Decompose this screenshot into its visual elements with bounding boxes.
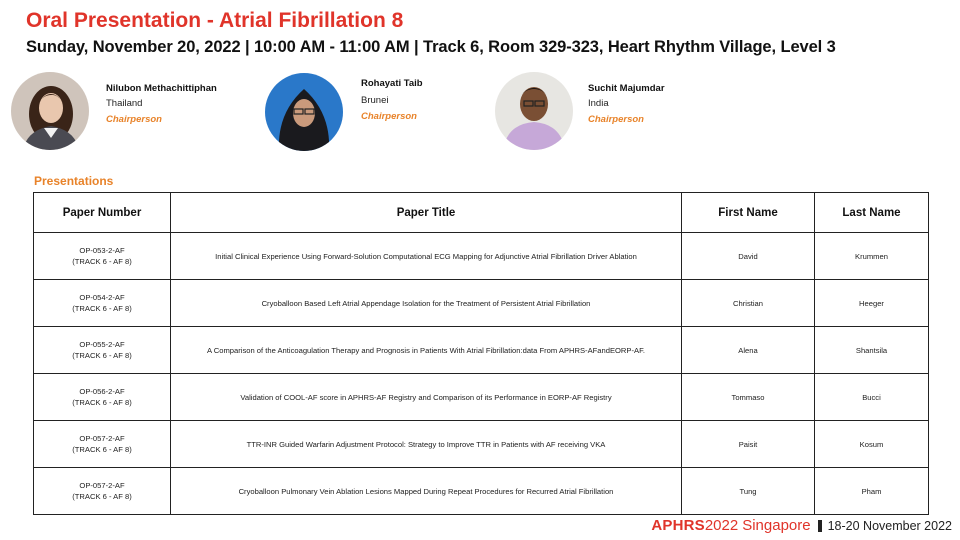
first-name: David [682,233,815,280]
chairperson-photo-2 [265,73,343,151]
paper-title: TTR-INR Guided Warfarin Adjustment Protocol: Strategy to Improve TTR in Patients with AF receiving VKA [171,421,682,468]
chairperson-role: Chairperson [588,114,644,125]
paper-track: (TRACK 6 - AF 8) [72,398,132,407]
footer-divider [818,520,822,532]
first-name: Christian [682,280,815,327]
conference-footer [651,517,952,534]
paper-number-cell [34,374,171,421]
last-name: Heeger [815,280,929,327]
conference-brand: APHRS [651,517,705,534]
paper-title: Validation of COOL-AF score in APHRS-AF Registry and Comparison of its Performance in EORP-AF Registry [171,374,682,421]
first-name: Tung [682,468,815,515]
first-name: Alena [682,327,815,374]
paper-track: (TRACK 6 - AF 8) [72,257,132,266]
column-header-paper-title: Paper Title [171,193,682,233]
chairperson-photo-1 [11,72,89,150]
paper-number-cell [34,327,171,374]
paper-title: Initial Clinical Experience Using Forward-Solution Computational ECG Mapping for Adjunctive Atrial Fibrillation Driver Ablation [171,233,682,280]
paper-number-cell [34,468,171,515]
chairperson-photo-3 [495,72,573,150]
paper-number: OP-056-2-AF [79,387,125,396]
chairperson-name: Nilubon Methachittiphan [106,83,217,94]
paper-number: OP-055-2-AF [79,340,125,349]
chairperson-role: Chairperson [106,114,162,125]
chairperson-country: India [588,98,609,109]
presentations-table [33,192,929,515]
first-name: Tommaso [682,374,815,421]
last-name: Bucci [815,374,929,421]
presentations-heading: Presentations [34,174,114,188]
table-row [34,233,929,280]
table-row [34,468,929,515]
column-header-first-name: First Name [682,193,815,233]
conference-city: Singapore [742,517,811,534]
table-row [34,280,929,327]
paper-title: Cryoballoon Based Left Atrial Appendage Isolation for the Treatment of Persistent Atrial Fibrillation [171,280,682,327]
paper-track: (TRACK 6 - AF 8) [72,351,132,360]
conference-year: 2022 [704,517,739,534]
paper-track: (TRACK 6 - AF 8) [72,304,132,313]
paper-number: OP-053-2-AF [79,246,125,255]
paper-number-cell [34,233,171,280]
table-header-row [34,193,929,233]
page-title: Oral Presentation - Atrial Fibrillation 8 [26,9,404,32]
chairperson-name: Rohayati Taib [361,78,423,89]
chairperson-country: Brunei [361,95,389,106]
last-name: Pham [815,468,929,515]
last-name: Shantsila [815,327,929,374]
paper-track: (TRACK 6 - AF 8) [72,445,132,454]
paper-title: A Comparison of the Anticoagulation Therapy and Prognosis in Patients With Atrial Fibrillation:data From APHRS-AFandEORP-AF. [171,327,682,374]
table-row [34,327,929,374]
first-name: Paisit [682,421,815,468]
last-name: Krummen [815,233,929,280]
paper-number: OP-057-2-AF [79,434,125,443]
paper-number-cell [34,421,171,468]
chairperson-name: Suchit Majumdar [588,83,665,94]
paper-number-cell [34,280,171,327]
paper-title: Cryoballoon Pulmonary Vein Ablation Lesions Mapped During Repeat Procedures for Recurred Atrial Fibrillation [171,468,682,515]
chairperson-role: Chairperson [361,111,417,122]
column-header-last-name: Last Name [815,193,929,233]
paper-number: OP-057-2-AF [79,481,125,490]
chairperson-country: Thailand [106,98,143,109]
paper-track: (TRACK 6 - AF 8) [72,492,132,501]
table-row [34,374,929,421]
table-row [34,421,929,468]
paper-number: OP-054-2-AF [79,293,125,302]
session-details: Sunday, November 20, 2022 | 10:00 AM - 11:00 AM | Track 6, Room 329-323, Heart Rhythm Village, Level 3 [26,38,836,56]
column-header-paper-number: Paper Number [34,193,171,233]
conference-dates: 18-20 November 2022 [827,518,952,533]
last-name: Kosum [815,421,929,468]
